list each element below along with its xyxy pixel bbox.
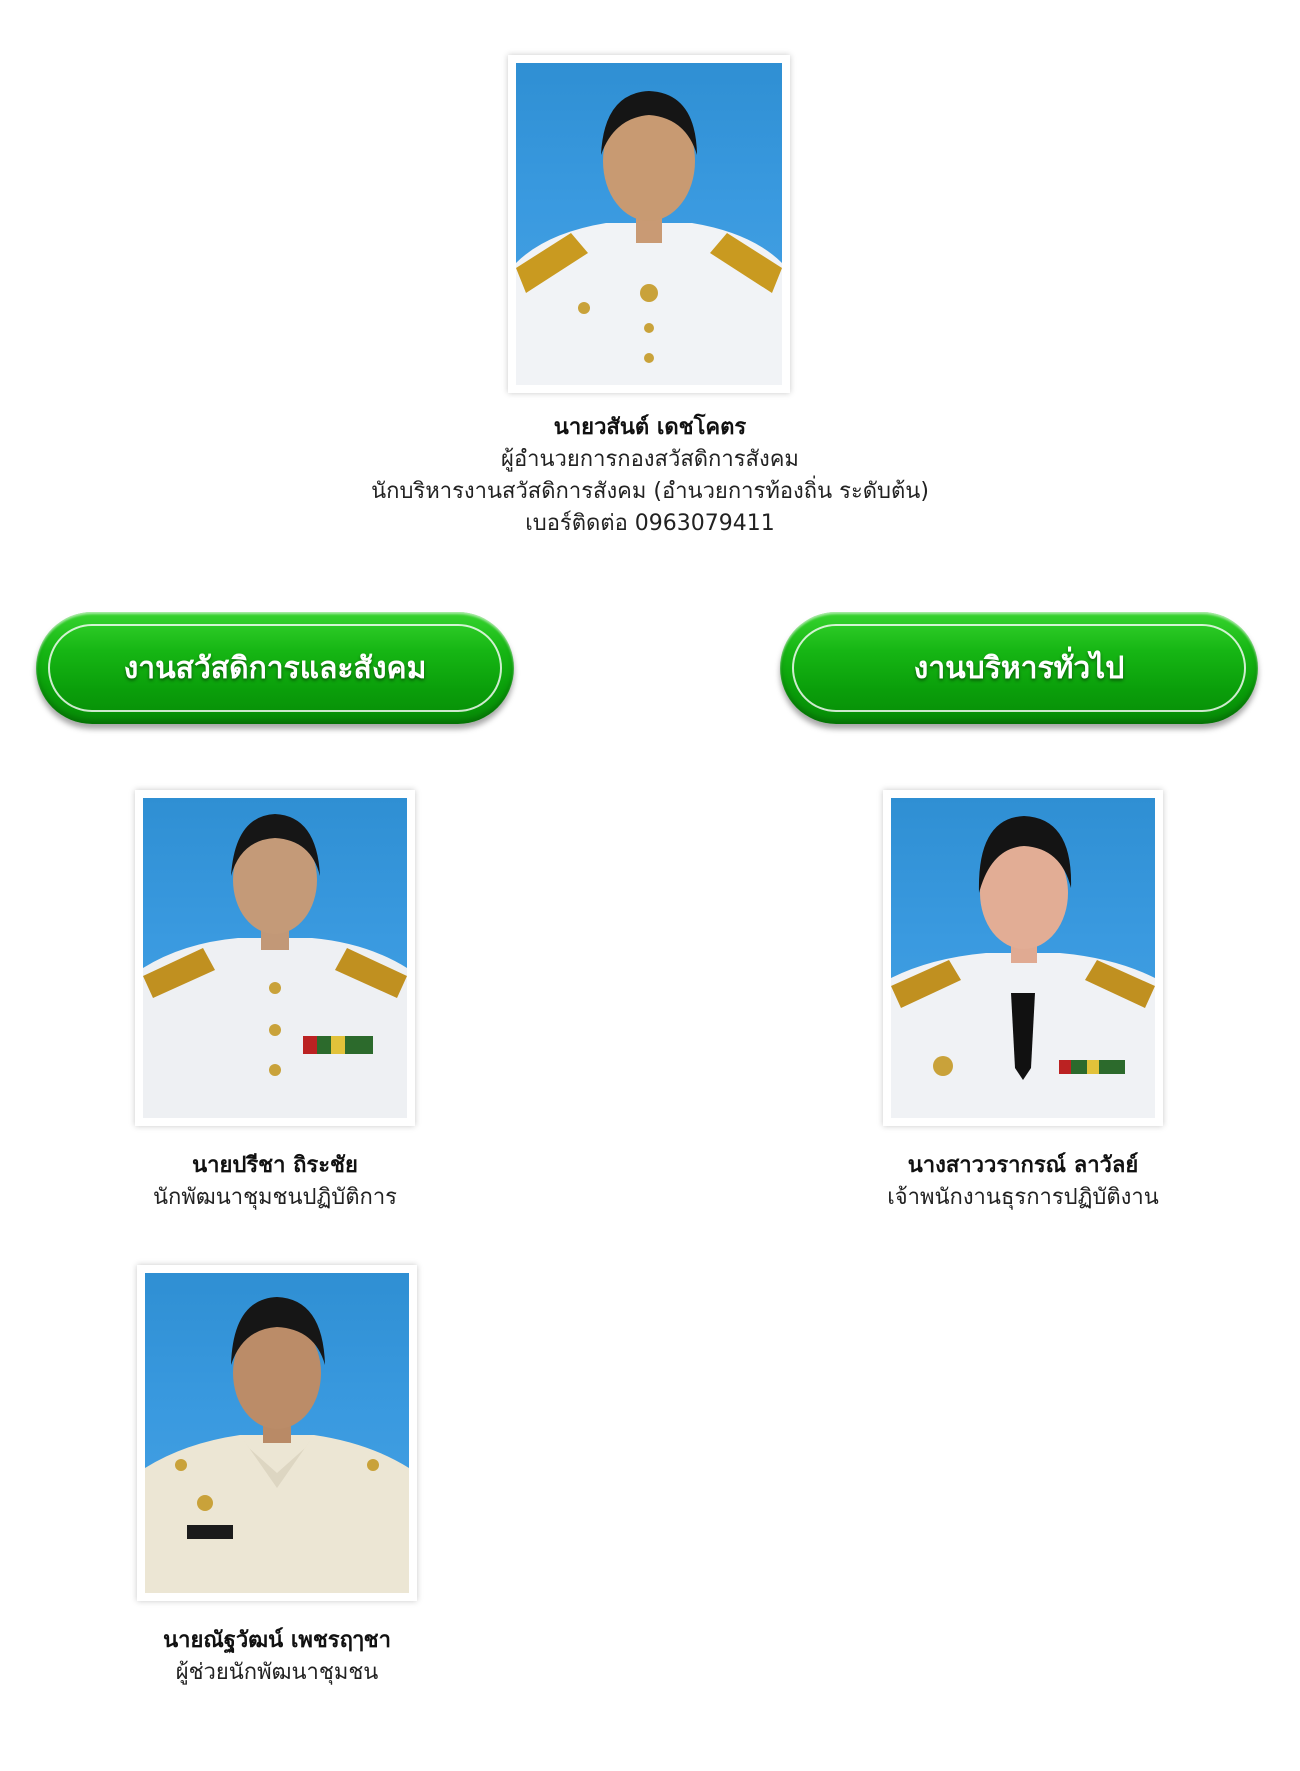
staff-name-2: นางสาววรากรณ์ ลาวัลย์ xyxy=(907,1153,1139,1178)
director-name: นายวสันต์ เดชโคตร xyxy=(553,415,747,440)
director-photo xyxy=(508,55,790,393)
director-position: นักบริหารงานสวัสดิการสังคม (อำนวยการท้องถิ่น ระดับต้น) xyxy=(371,479,929,504)
staff-position-1: นักพัฒนาชุมชนปฏิบัติการ xyxy=(152,1185,397,1210)
director-caption xyxy=(300,412,1000,540)
staff-photo-2 xyxy=(883,790,1163,1126)
staff-caption-2 xyxy=(823,1150,1223,1214)
staff-caption-1 xyxy=(75,1150,475,1214)
dept-button-general-admin-label: งานบริหารทั่วไป xyxy=(913,650,1125,686)
staff-caption-3 xyxy=(77,1625,477,1689)
dept-button-general-admin[interactable] xyxy=(780,612,1258,724)
director-phone: เบอร์ติดต่อ 0963079411 xyxy=(525,511,775,536)
staff-position-2: เจ้าพนักงานธุรการปฏิบัติงาน xyxy=(887,1185,1159,1210)
portrait-photo-icon xyxy=(891,798,1155,1118)
portrait-photo-icon xyxy=(516,63,782,385)
staff-photo-3 xyxy=(137,1265,417,1601)
staff-position-3: ผู้ช่วยนักพัฒนาชุมชน xyxy=(175,1660,379,1685)
portrait-photo-icon xyxy=(145,1273,409,1593)
portrait-photo-icon xyxy=(143,798,407,1118)
director-title: ผู้อำนวยการกองสวัสดิการสังคม xyxy=(501,447,799,472)
staff-photo-1 xyxy=(135,790,415,1126)
staff-name-3: นายณัฐวัฒน์ เพชรฤๅชา xyxy=(163,1628,391,1653)
dept-button-welfare[interactable] xyxy=(36,612,514,724)
dept-button-welfare-label: งานสวัสดิการและสังคม xyxy=(123,650,427,686)
staff-name-1: นายปรีชา ถิระชัย xyxy=(192,1153,358,1178)
